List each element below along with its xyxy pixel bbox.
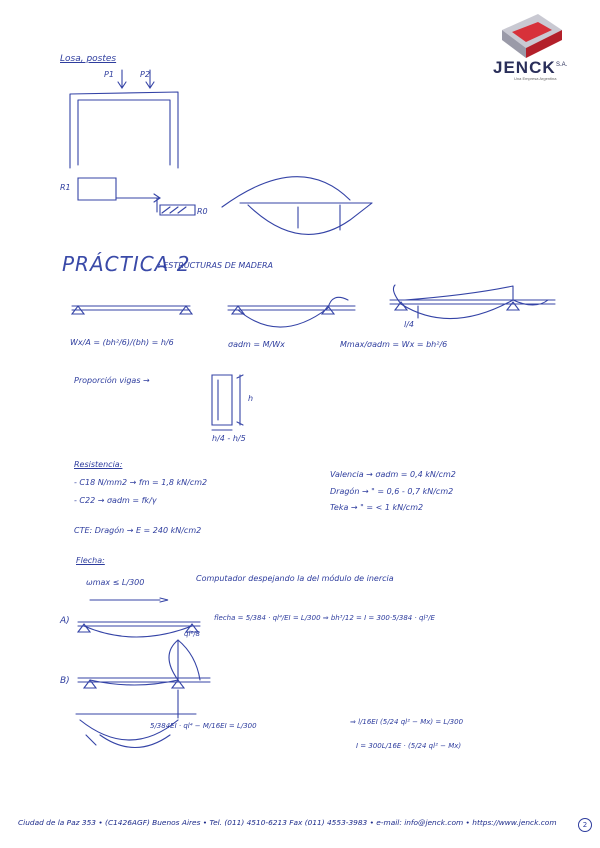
material-teka: Teka → " = < 1 kN/cm2 [330, 503, 424, 512]
practica-title: PRÁCTICA 2 [62, 252, 191, 276]
logo-tagline: Una Empresa Argentina [514, 76, 557, 81]
beam-diagrams [72, 285, 555, 327]
case-b-equation-1: 5/384EI · ql⁴ − M/16EI = L/300 [150, 722, 257, 730]
resistance-heading: Resistencia: [74, 460, 123, 469]
case-a-label: A) [60, 616, 70, 626]
case-a-equation: flecha = 5/384 · ql⁴/EI = L/300 ⇒ bh³/12 = I = 300·5/384 · ql³/E [214, 614, 435, 622]
load-p1-label: P1 [104, 70, 114, 79]
material-dragon: Dragón → " = 0,6 - 0,7 kN/cm2 [330, 487, 454, 496]
frame-sketch [70, 70, 178, 168]
deflection-limit: ωmax ≤ L/300 [86, 578, 145, 587]
footer-address: Ciudad de la Paz 353 • (C1426AGF) Buenos Aires • Tel. (011) 4510-6213 Fax (011) 4553-3983 • e-mail: info@jenck.com • https://www.jenck.com [18, 818, 557, 827]
reaction-r1-label: R1 [60, 183, 71, 192]
proportion-ratio: h/4 - h/5 [212, 434, 246, 443]
material-valencia: Valencia → σadm = 0,4 kN/cm2 [330, 470, 456, 479]
formula-stress: σadm = M/Wx [228, 340, 285, 349]
reaction-r0-label: R0 [197, 207, 208, 216]
case-b-label: B) [60, 676, 70, 686]
frame-analysis-sketch [78, 177, 372, 235]
page-number: 2 [578, 818, 592, 832]
logo-name: JENCK [493, 58, 556, 77]
proportion-label: Proporción vigas → [74, 376, 150, 385]
formula-moment: Mmax/σadm = Wx = bh²/6 [340, 340, 448, 349]
case-b-equation-3: I = 300L/16E · (5/24 ql² − Mx) [356, 742, 462, 750]
resistance-cte: CTE: Dragón → E = 240 kN/cm2 [74, 526, 202, 535]
load-p2-label: P2 [140, 70, 150, 79]
section-heading: Losa, postes [60, 54, 117, 64]
quarter-span-label: l/4 [404, 320, 415, 329]
logo-suffix: S.A. [556, 62, 568, 68]
height-label: h [248, 394, 254, 403]
resistance-c22: - C22 → σadm = fk/γ [74, 496, 157, 505]
case-b-equation-2: ⇒ l/16EI (5/24 ql² − Mx) = L/300 [350, 718, 464, 726]
moment-label: ql²/8 [184, 630, 201, 638]
resistance-c18: - C18 N/mm2 → fm = 1,8 kN/cm2 [74, 478, 208, 487]
beam-section-sketch [212, 375, 243, 430]
deflection-note: Computador despejando la del módulo de inercia [196, 574, 394, 583]
practica-subtitle: : ESTRUCTURAS DE MADERA [158, 261, 274, 270]
deflection-heading: Flecha: [76, 556, 105, 565]
formula-section-modulus: Wx/A = (bh²/6)/(bh) = h/6 [70, 338, 174, 347]
